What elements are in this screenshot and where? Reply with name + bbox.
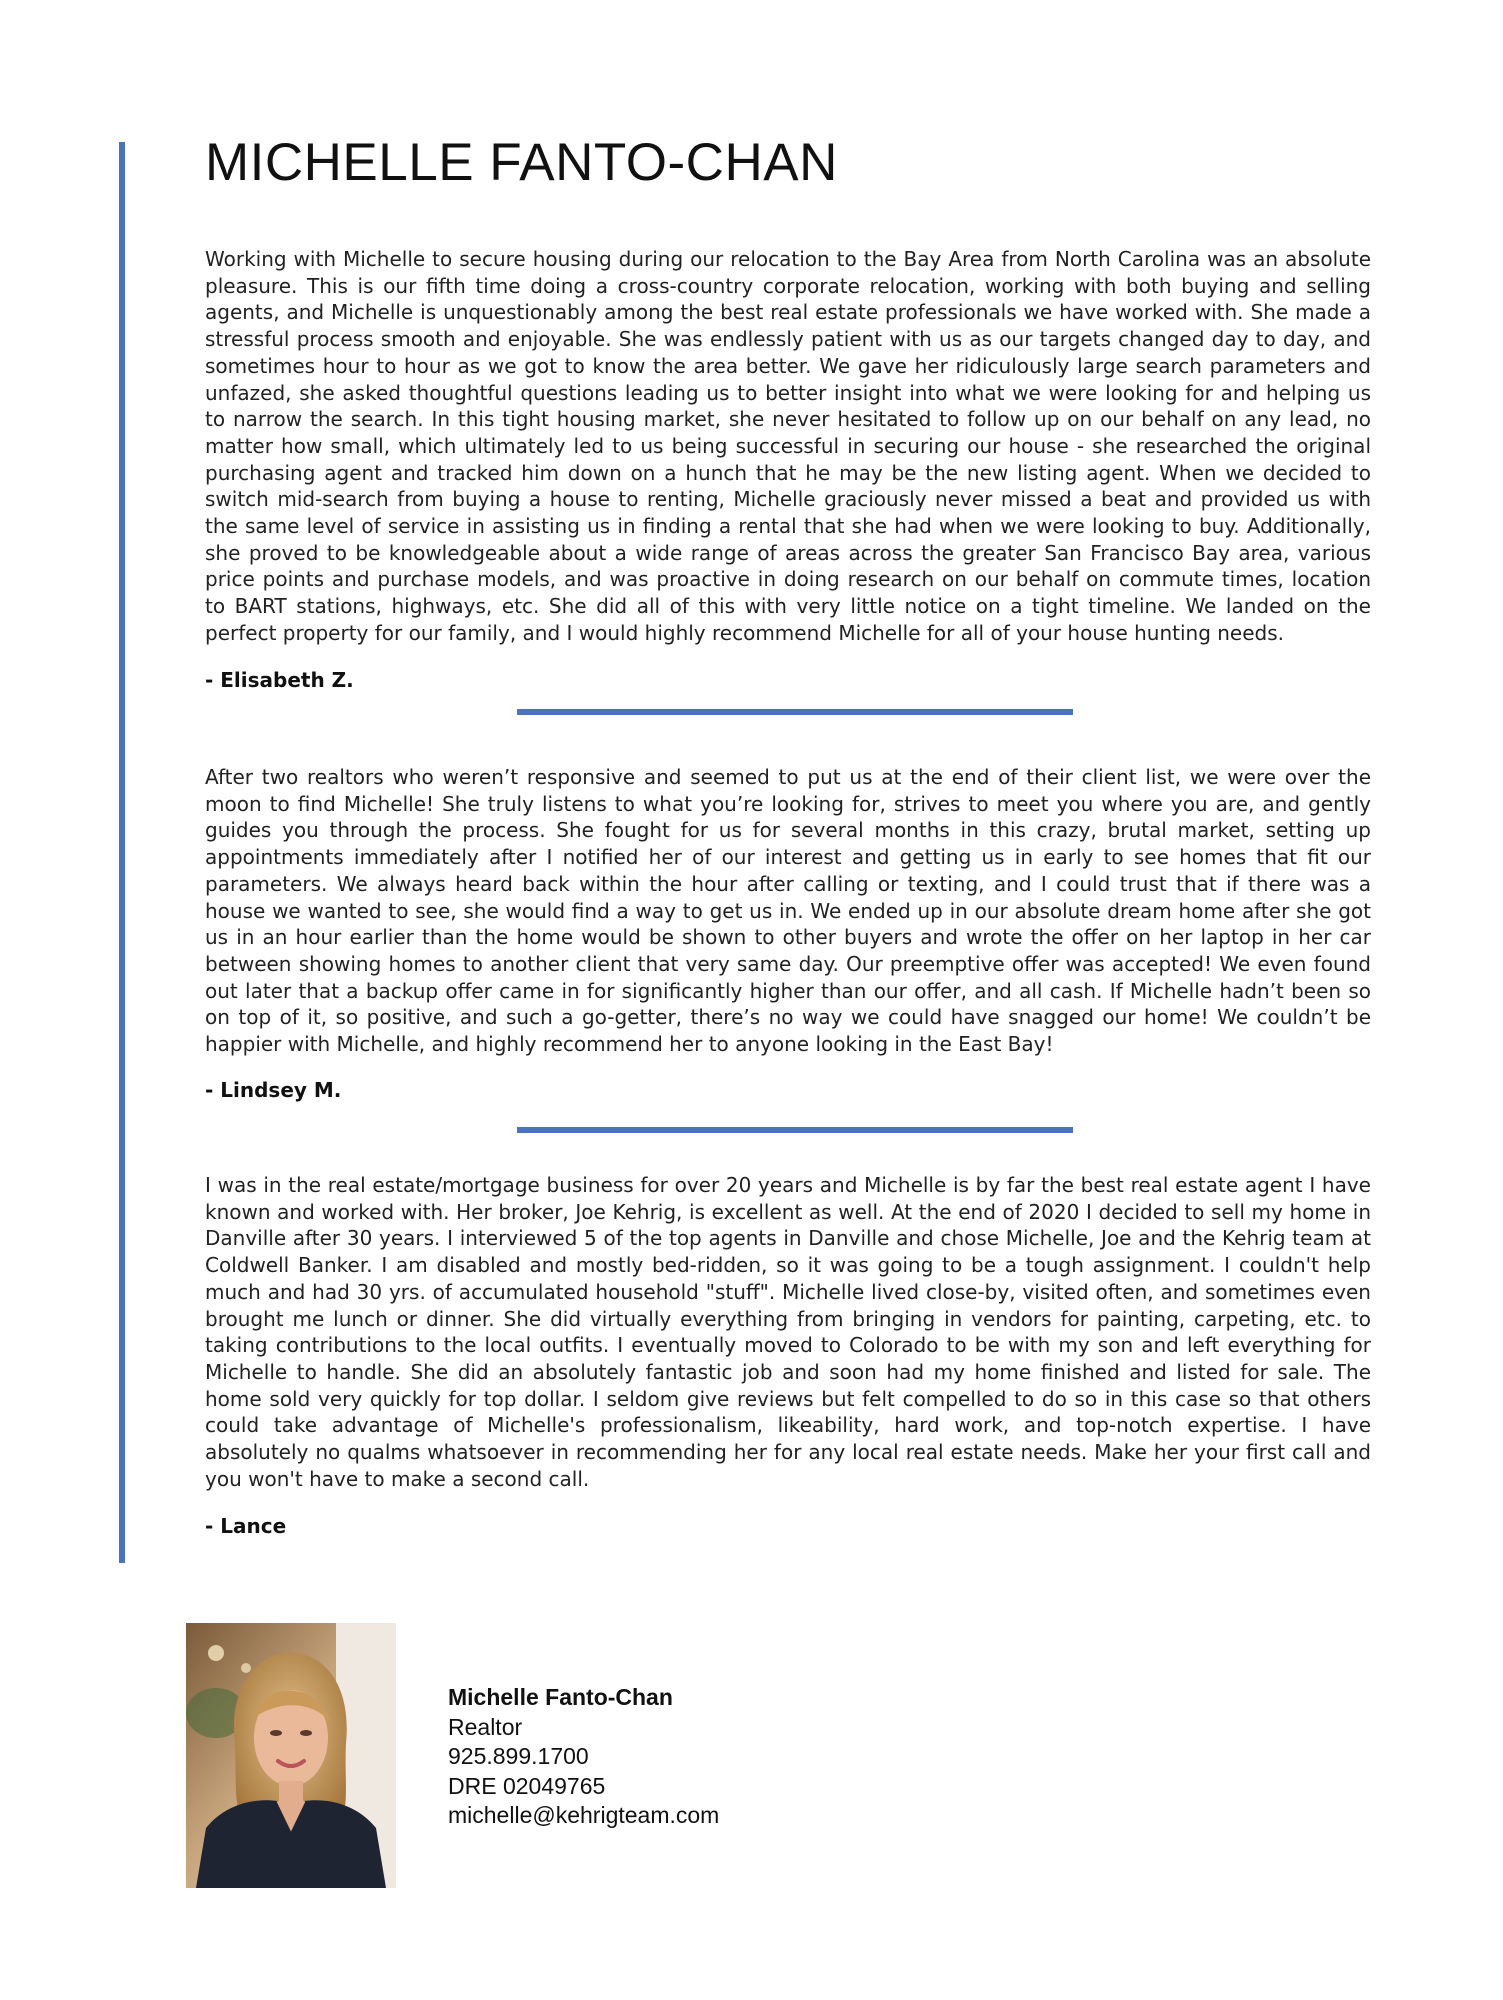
review-text-1: Working with Michelle to secure housing during our relocation to the Bay Area from North Carolina was an absolute pleasure. This is our fifth time doing a cross-country corporate relocation, working with both buying and selling agents, and Michelle is unquestionably among the best real estate professionals we have worked with. She made a stressful process smooth and enjoyable. She was endlessly patient with us as our targets changed day to day, and sometimes hour to hour as we got to know the area better. We gave her ridiculously large search parameters and unfazed, she asked thoughtful questions leading us to better insight into what we were looking for and helping us to narrow the search. In this tight housing market, she never hesitated to follow up on our behalf on any lead, no matter how small, which ultimately led to us being successful in securing our house - she researched the original purchasing agent and tracked him down on a hunch that he may be the new listing agent. When we decided to switch mid-search from buying a house to renting, Michelle graciously never missed a beat and provided us with the same level of service in assisting us in finding a rental that she had when we were looking to buy. Additionally, she proved to be knowledgeable about a wide range of areas across the greater San Francisco Bay area, various price points and purchase models, and was proactive in doing research on our behalf on commute times, location to BART stations, highways, etc. She did all of this with very little notice on a tight timeline. We landed on the perfect property for our family, and I would highly recommend Michelle for all of your house hunting needs. [205,247,1371,645]
contact-role: Realtor [448,1713,523,1740]
contact-phone: 925.899.1700 [448,1743,589,1769]
contact-name: Michelle Fanto-Chan [448,1684,673,1710]
contact-block [448,1683,719,1831]
review-text-2: After two realtors who weren’t responsive and seemed to put us at the end of their client list, we were over the moon to find Michelle! She truly listens to what you’re looking for, strives to meet you where you are, and gently guides you through the process. She fought for us for several months in this crazy, brutal market, setting up appointments immediately after I notified her of our interest and getting us in early to see homes that fit our parameters. We always heard back within the hour after calling or texting, and I could trust that if there was a house we wanted to see, she would find a way to get us in. We ended up in our absolute dream home after she got us in an hour earlier than the home would be shown to other buyers and wrote the offer on her laptop in her car between showing homes to another client that very same day. Our preemptive offer was accepted! We even found out later that a backup offer came in for significantly higher than our offer, and all cash. If Michelle hadn’t been so on top of it, so positive, and such a go-getter, there’s no way we could have snagged our home! We couldn’t be happier with Michelle, and highly recommend her to anyone looking in the East Bay! [205,765,1371,1057]
sidebar-accent-rule [119,142,125,1563]
review-text-3: I was in the real estate/mortgage business for over 20 years and Michelle is by far the best real estate agent I have known and worked with. Her broker, Joe Kehrig, is excellent as well. At the end of 2020 I decided to sell my home in Danville after 30 years. I interviewed 5 of the top agents in Danville and chose Michelle, Joe and the Kehrig team at Coldwell Banker. I am disabled and mostly bed-ridden, so it was going to be a tough assignment. I couldn't help much and had 30 yrs. of accumulated household "stuff". Michelle lived close-by, visited often, and sometimes even brought me lunch or dinner. She did virtually everything from bringing in vendors for painting, carpeting, etc. to taking contributions to the local outfits. I eventually moved to Colorado to be with my son and left everything for Michelle to handle. She did an absolutely fantastic job and soon had my home finished and listed for sale. The home sold very quickly for top dollar. I seldom give reviews but felt compelled to do so in this case so that others could take advantage of Michelle's professionalism, likeability, hard work, and top-notch expertise. I have absolutely no qualms whatsoever in recommending her for any local real estate needs. Make her your first call and you won't have to make a second call. [205,1173,1371,1491]
review-divider-1 [517,709,1073,715]
agent-portrait-photo [186,1623,396,1888]
review-author-3: - Lance [205,1514,287,1538]
page-title: MICHELLE FANTO-CHAN [205,133,838,192]
contact-license: DRE 02049765 [448,1772,606,1799]
review-divider-2 [517,1127,1073,1133]
review-author-1: - Elisabeth Z. [205,668,354,692]
review-author-2: - Lindsey M. [205,1078,342,1102]
contact-email: michelle@kehrigteam.com [448,1802,720,1828]
